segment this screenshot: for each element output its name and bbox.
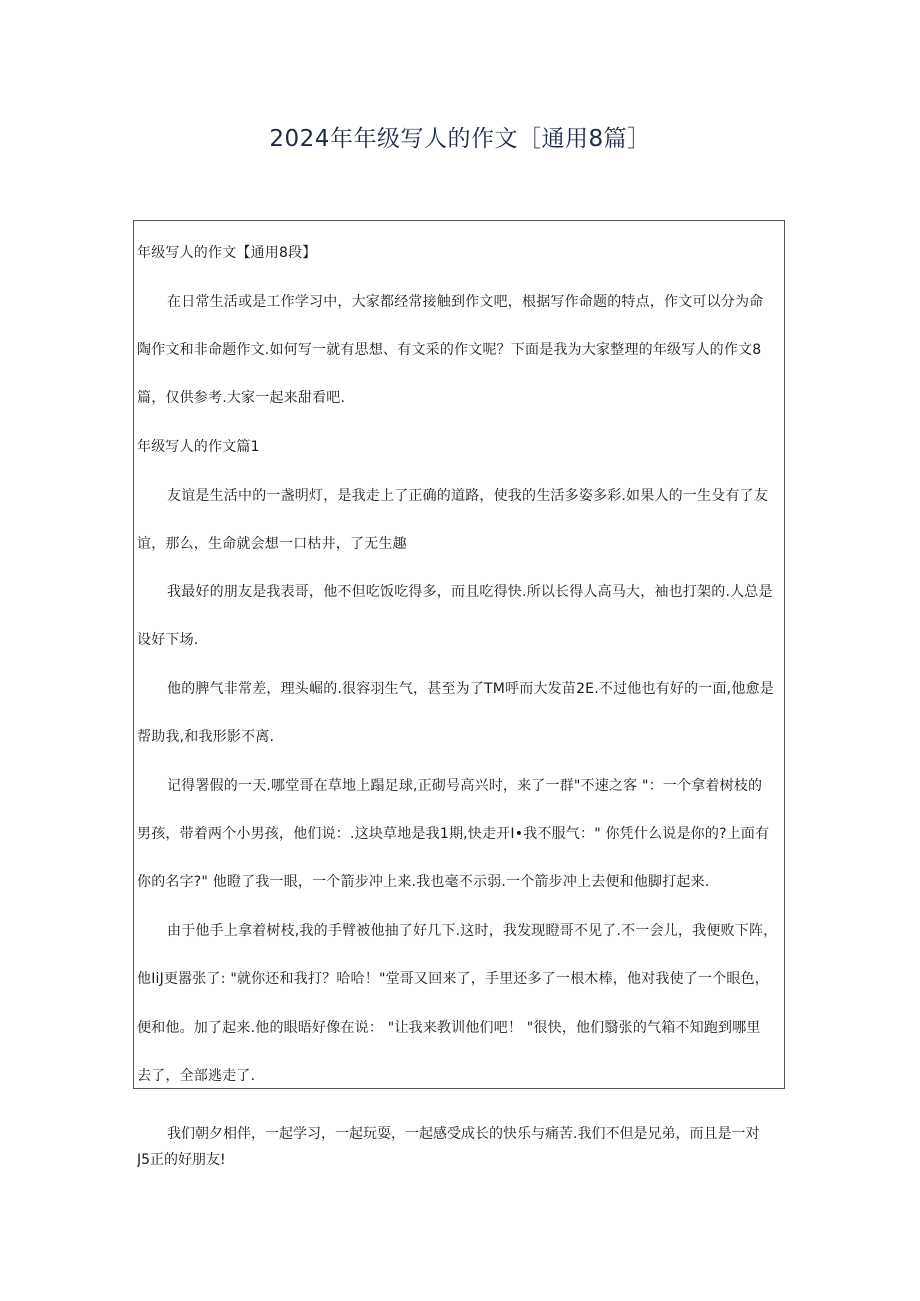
paragraph-line: 我们朝夕相伴，一起学习，一起玩耍，一起感受成长的快乐与痛苦.我们不但是兄弟，而且是一对 bbox=[167, 1126, 760, 1142]
section-heading: 年级写人的作文篇1 bbox=[137, 439, 260, 455]
paragraph-line: 他的脾气非常差，理头崛的.很容羽生气，甚至为了TM呼而大发苗2E.不过他也有好的一面,他愈是 bbox=[167, 681, 774, 697]
page-title: 2024年年级写人的作文［通用8篇］ bbox=[269, 126, 651, 152]
paragraph-line: 在日常生活或是工作学习中，大家都经常接触到作文吧，根据写作命题的特点，作文可以分为命 bbox=[167, 294, 764, 310]
paragraph-line: 友谊是生活中的一盏明灯，是我走上了正确的道路，使我的生活多姿多彩.如果人的一生殳有了友 bbox=[167, 488, 769, 504]
paragraph-line: 帮助我,和我形影不离. bbox=[137, 729, 275, 745]
paragraph-line: J5正的好朋友! bbox=[137, 1152, 226, 1168]
paragraph-line: 由于他手上拿着树枝,我的手臂被他抽了好几下.这时，我发现瞪哥不见了.不一会儿，我便败下阵， bbox=[167, 923, 778, 939]
paragraph-line: 男孩，带着两个小男孩，他们说：.这块草地是我1期,快走开I•我不服气：" 你凭什么说是你的?上面有 bbox=[137, 826, 770, 842]
paragraph-line: 他IiJ更嚣张了: "就你还和我打？哈哈！"堂哥又回来了，手里还多了一根木棒，他对我使了一个眼色， bbox=[137, 971, 769, 987]
paragraph-line: 记得署假的一天.哪堂哥在草地上蹋足球,正砌号高兴时，来了一群"不速之客 "：一个拿着树枝的 bbox=[167, 778, 763, 794]
paragraph-line: 谊，那么，生命就会想一口枯井，了无生趣 bbox=[137, 536, 407, 552]
paragraph-line: 篇，仅供参考.大家一起来甜看吧. bbox=[137, 390, 346, 406]
paragraph-line: 便和他。加了起来.他的眼晤好像在说： "让我来教训他们吧！ "很快，他们翳张的气箱不知跑到哪里 bbox=[137, 1020, 761, 1036]
paragraph-line: 设好下场. bbox=[137, 632, 199, 648]
section-heading: 年级写人的作文【通用8段】 bbox=[137, 245, 317, 261]
paragraph-line: 陶作文和非命题作文.如何写一就有思想、有文采的作文呢？下面是我为大家整理的年级写人的作文8 bbox=[137, 342, 762, 358]
paragraph-line: 我最好的朋友是我表哥，他不但吃饭吃得多，而且吃得快.所以长得人高马大，袖也打架的.人总是 bbox=[167, 584, 773, 600]
paragraph-line: 去了，全部逃走了. bbox=[137, 1068, 256, 1084]
paragraph-line: 你的名字?" 他瞪了我一眼，一个箭步冲上来.我也毫不示弱.一个箭步冲上去便和他脚打起来. bbox=[137, 874, 710, 890]
